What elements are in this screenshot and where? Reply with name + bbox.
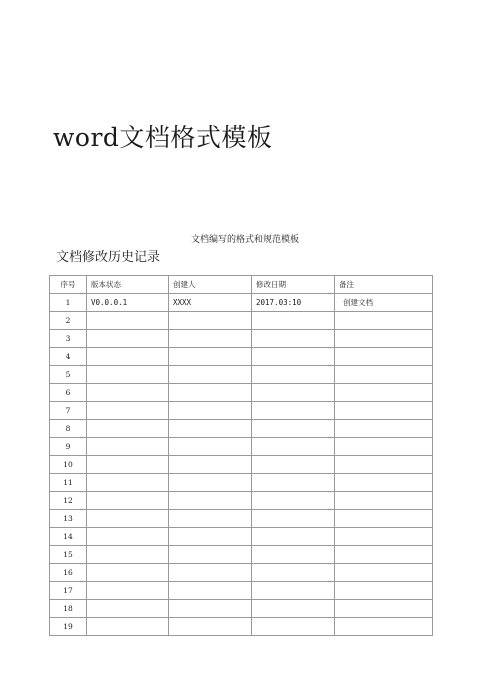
cell-modified-date	[252, 582, 335, 600]
cell-remarks	[335, 438, 433, 456]
cell-index: 6	[50, 384, 87, 402]
header-remarks: 备注	[335, 276, 433, 294]
cell-remarks	[335, 348, 433, 366]
table-row	[50, 492, 433, 510]
cell-version-status	[87, 528, 169, 546]
cell-index: 14	[50, 528, 87, 546]
table-row	[50, 582, 433, 600]
cell-version-status	[87, 510, 169, 528]
table-row	[50, 402, 433, 420]
table-row	[50, 384, 433, 402]
cell-index: 19	[50, 618, 87, 636]
table-row	[50, 474, 433, 492]
cell-creator	[169, 402, 252, 420]
cell-version-status	[87, 438, 169, 456]
table-row	[50, 348, 433, 366]
header-creator: 创建人	[169, 276, 252, 294]
cell-creator	[169, 384, 252, 402]
cell-remarks	[335, 618, 433, 636]
cell-creator	[169, 600, 252, 618]
cell-creator	[169, 330, 252, 348]
table-body	[50, 294, 433, 636]
cell-remarks	[335, 420, 433, 438]
cell-modified-date	[252, 384, 335, 402]
table-row	[50, 330, 433, 348]
cell-modified-date	[252, 546, 335, 564]
cell-remarks	[335, 330, 433, 348]
table-row	[50, 546, 433, 564]
cell-version-status	[87, 330, 169, 348]
cell-remarks	[335, 582, 433, 600]
table-row	[50, 312, 433, 330]
cell-version-status	[87, 492, 169, 510]
table-row	[50, 420, 433, 438]
table-row	[50, 618, 433, 636]
cell-modified-date	[252, 456, 335, 474]
cell-index: 17	[50, 582, 87, 600]
cell-version-status	[87, 564, 169, 582]
cell-creator	[169, 420, 252, 438]
cell-modified-date	[252, 330, 335, 348]
table-row	[50, 510, 433, 528]
cell-remarks	[335, 600, 433, 618]
cell-modified-date	[252, 402, 335, 420]
document-title: word文档格式模板	[53, 123, 273, 152]
cell-version-status	[87, 456, 169, 474]
cell-remarks: 创建文档	[335, 294, 433, 312]
cell-creator	[169, 438, 252, 456]
cell-modified-date	[252, 474, 335, 492]
cell-creator	[169, 492, 252, 510]
cell-creator	[169, 564, 252, 582]
cell-index: 16	[50, 564, 87, 582]
cell-creator: XXXX	[169, 294, 252, 312]
cell-modified-date	[252, 312, 335, 330]
cell-remarks	[335, 528, 433, 546]
cell-version-status	[87, 366, 169, 384]
cell-version-status	[87, 474, 169, 492]
cell-version-status	[87, 402, 169, 420]
cell-index: 12	[50, 492, 87, 510]
cell-version-status	[87, 582, 169, 600]
cell-creator	[169, 528, 252, 546]
cell-remarks	[335, 456, 433, 474]
cell-modified-date	[252, 600, 335, 618]
document-subtitle: 文档编写的格式和规范模板	[190, 235, 299, 245]
cell-version-status	[87, 312, 169, 330]
table-row	[50, 600, 433, 618]
cell-index: 8	[50, 420, 87, 438]
header-index: 序号	[50, 276, 87, 294]
cell-index: 9	[50, 438, 87, 456]
cell-index: 2	[50, 312, 87, 330]
header-modified-date: 修改日期	[252, 276, 335, 294]
cell-index: 3	[50, 330, 87, 348]
cell-modified-date	[252, 420, 335, 438]
cell-index: 10	[50, 456, 87, 474]
cell-creator	[169, 312, 252, 330]
cell-version-status	[87, 384, 169, 402]
table-row	[50, 294, 433, 312]
cell-remarks	[335, 546, 433, 564]
cell-creator	[169, 546, 252, 564]
cell-modified-date: 2017.03:10	[252, 294, 335, 312]
page-bottom-margin	[0, 640, 490, 697]
table-header-row	[50, 276, 433, 294]
table-row	[50, 438, 433, 456]
cell-creator	[169, 474, 252, 492]
cell-index: 1	[50, 294, 87, 312]
cell-index: 7	[50, 402, 87, 420]
cell-modified-date	[252, 618, 335, 636]
cell-modified-date	[252, 366, 335, 384]
cell-remarks	[335, 384, 433, 402]
cell-version-status: V0.0.0.1	[87, 294, 169, 312]
cell-version-status	[87, 348, 169, 366]
cell-index: 18	[50, 600, 87, 618]
table-row	[50, 366, 433, 384]
section-title: 文档修改历史记录	[56, 250, 161, 265]
cell-version-status	[87, 546, 169, 564]
cell-creator	[169, 510, 252, 528]
table-row	[50, 528, 433, 546]
cell-remarks	[335, 492, 433, 510]
cell-modified-date	[252, 492, 335, 510]
cell-remarks	[335, 312, 433, 330]
cell-version-status	[87, 420, 169, 438]
cell-index: 13	[50, 510, 87, 528]
cell-modified-date	[252, 510, 335, 528]
cell-creator	[169, 366, 252, 384]
cell-remarks	[335, 402, 433, 420]
cell-index: 5	[50, 366, 87, 384]
cell-index: 11	[50, 474, 87, 492]
cell-creator	[169, 456, 252, 474]
revision-history-table	[49, 275, 433, 636]
cell-modified-date	[252, 438, 335, 456]
cell-remarks	[335, 564, 433, 582]
cell-creator	[169, 618, 252, 636]
table-row	[50, 564, 433, 582]
cell-remarks	[335, 510, 433, 528]
cell-modified-date	[252, 564, 335, 582]
cell-creator	[169, 348, 252, 366]
cell-remarks	[335, 474, 433, 492]
cell-version-status	[87, 600, 169, 618]
cell-creator	[169, 582, 252, 600]
cell-modified-date	[252, 528, 335, 546]
cell-version-status	[87, 618, 169, 636]
cell-modified-date	[252, 348, 335, 366]
header-version-status: 版本状态	[87, 276, 169, 294]
cell-remarks	[335, 366, 433, 384]
cell-index: 4	[50, 348, 87, 366]
table-row	[50, 456, 433, 474]
cell-index: 15	[50, 546, 87, 564]
